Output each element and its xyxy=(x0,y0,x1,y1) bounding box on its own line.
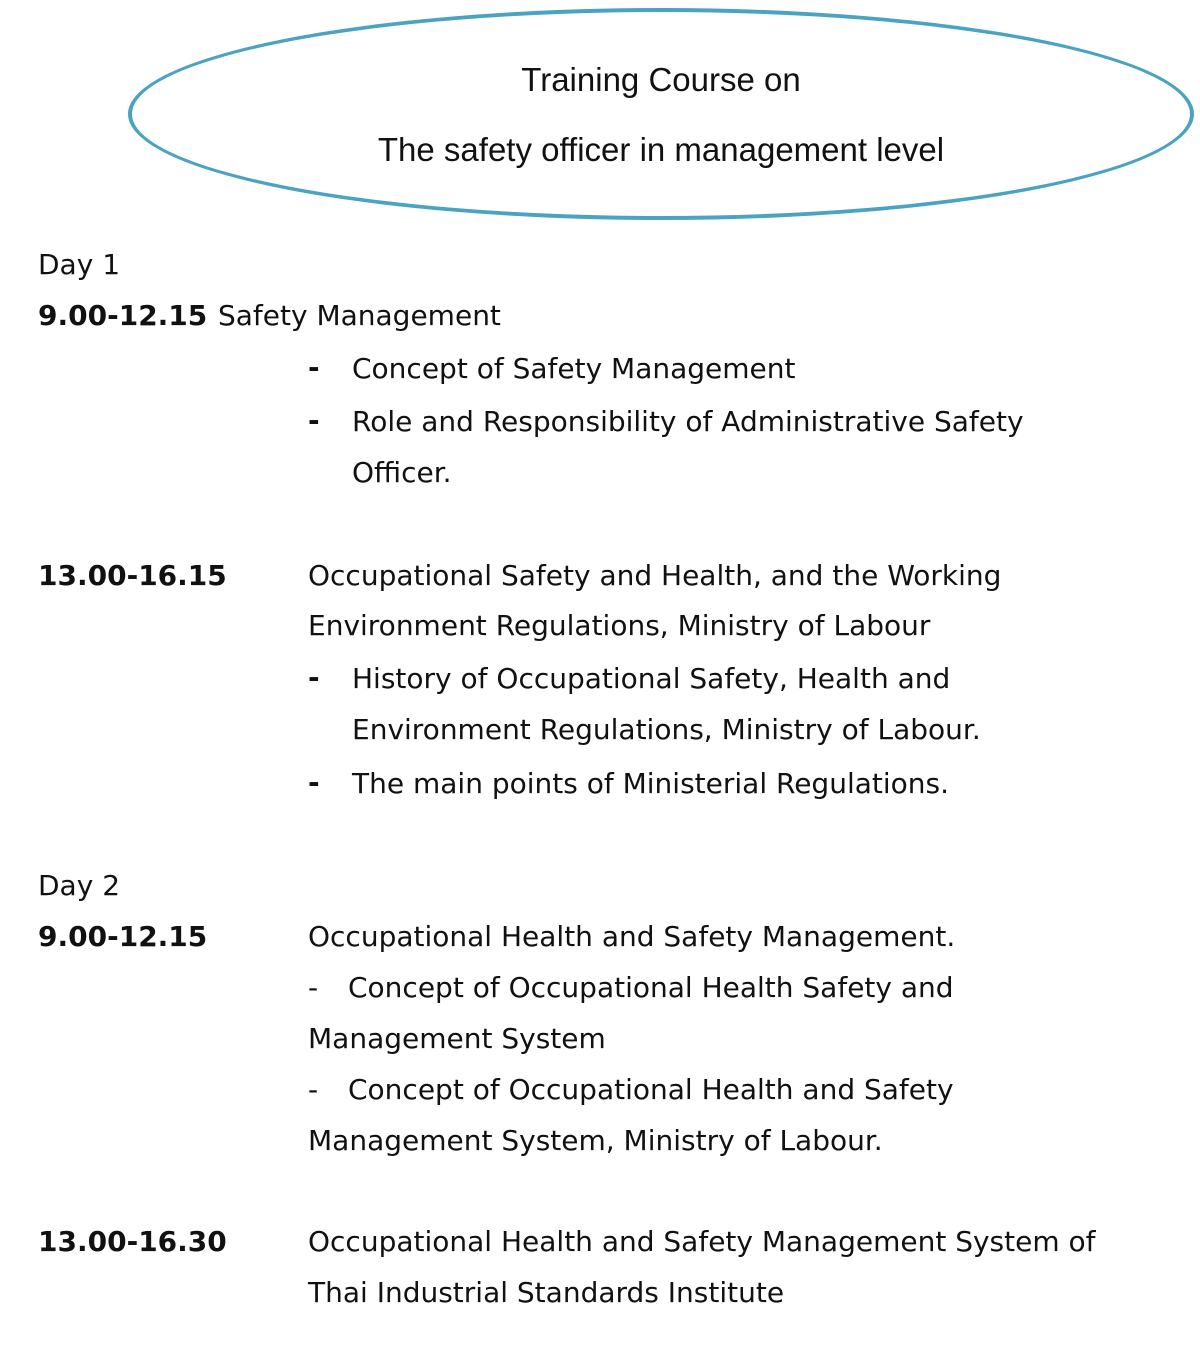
course-title-line-2: The safety officer in management level xyxy=(377,131,945,168)
day-2-session-1-item-2: Concept of Occupational Health and Safety xyxy=(348,1073,954,1106)
day-2-session-1-title: Occupational Health and Safety Management. xyxy=(308,920,956,953)
day-2-session-2-title-line-2: Thai Industrial Standards Institute xyxy=(308,1276,785,1309)
day-2-label: Day 2 xyxy=(38,869,121,902)
day-1-session-2-title-line-2: Environment Regulations, Ministry of Labour xyxy=(308,609,931,642)
day-1-session-1-item-1: Concept of Safety Management xyxy=(352,352,796,385)
title-ellipse xyxy=(128,8,1194,220)
bullet-dash: - xyxy=(308,971,319,1004)
day-2-session-2-time: 13.00-16.30 xyxy=(38,1225,227,1258)
bullet-dash: - xyxy=(308,1073,319,1106)
course-title-line-1: Training Course on xyxy=(521,61,801,98)
bullet-dash: - xyxy=(308,404,320,437)
bullet-dash: - xyxy=(308,766,320,799)
day-2-session-1-item-1-continued: Management System xyxy=(308,1022,606,1055)
day-1-session-2-item-1: History of Occupational Safety, Health and xyxy=(352,662,951,695)
bullet-dash: - xyxy=(308,661,320,694)
day-1-session-1-item-2: Role and Responsibility of Administrative Safety xyxy=(352,405,1024,438)
day-2-session-1-item-2-continued: Management System, Ministry of Labour. xyxy=(308,1124,883,1157)
day-1-session-1-item-2-continued: Officer. xyxy=(352,456,452,489)
day-1-session-2-item-2: The main points of Ministerial Regulations. xyxy=(352,767,950,800)
day-1-session-1-time: 9.00-12.15 xyxy=(38,299,208,332)
day-2-session-1-item-1: Concept of Occupational Health Safety and xyxy=(348,971,954,1004)
day-2-session-2-title-line-1: Occupational Health and Safety Management System of xyxy=(308,1225,1096,1258)
bullet-dash: - xyxy=(308,351,320,384)
day-2-session-1-time: 9.00-12.15 xyxy=(38,920,208,953)
day-1-session-2-item-1-continued: Environment Regulations, Ministry of Labour. xyxy=(352,713,981,746)
day-1-label: Day 1 xyxy=(38,248,121,281)
day-1-session-2-time: 13.00-16.15 xyxy=(38,559,227,592)
day-1-session-1-title: Safety Management xyxy=(218,299,501,332)
day-1-session-2-title-line-1: Occupational Safety and Health, and the Working xyxy=(308,559,1002,592)
